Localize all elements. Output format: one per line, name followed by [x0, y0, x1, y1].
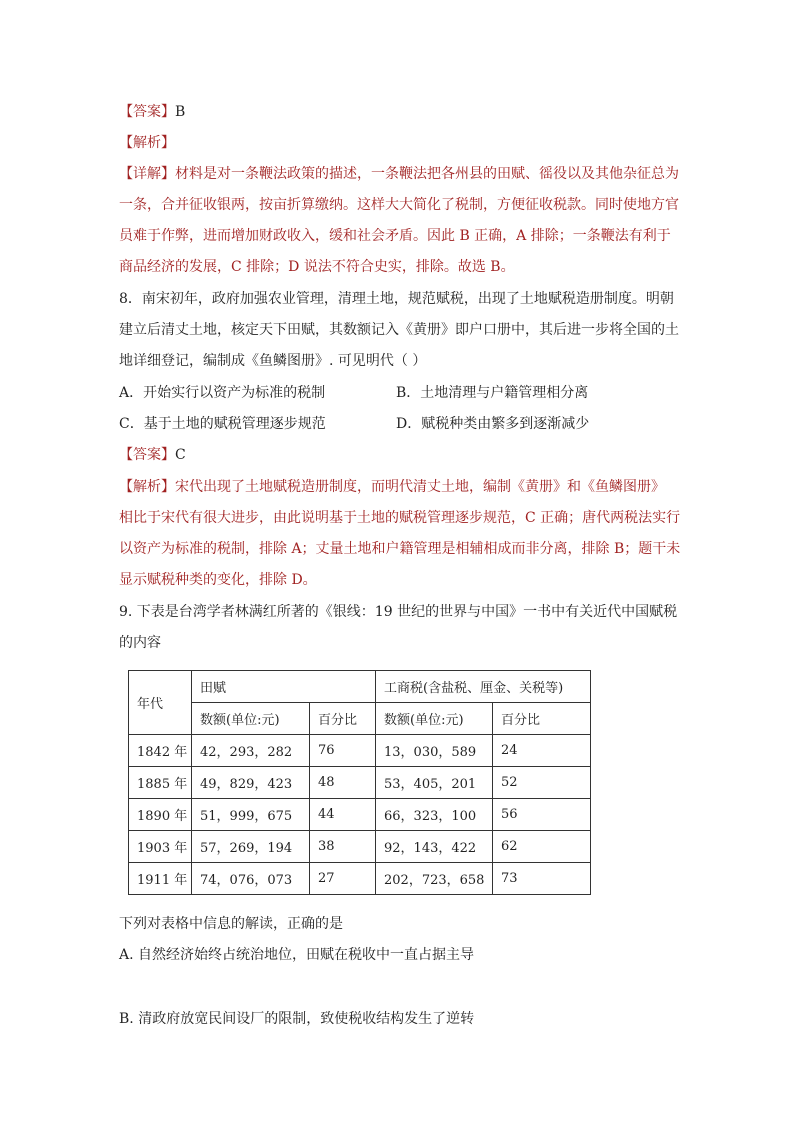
detail-text: 材料是对一条鞭法政策的描述，一条鞭法把各州县的田赋、徭役以及其他杂征总为 — [175, 166, 679, 182]
land-amount-cell: 49，829，423 — [192, 767, 310, 799]
q7-detail-line-4: 商品经济的发展，C 排除；D 说法不符合史实，排除。故选 B。 — [119, 259, 515, 275]
table-row — [129, 831, 591, 863]
table-row — [129, 863, 591, 895]
q9-stem-line-2: 的内容 — [119, 635, 161, 651]
q9-stem-line-1: 9. 下表是台湾学者林满红所著的《银线：19 世纪的世界与中国》一书中有关近代中国赋税 — [119, 604, 678, 620]
year-cell: 1903 年 — [129, 831, 192, 863]
year-header: 年代 — [129, 671, 192, 735]
commerce-amount-header: 数额(单位:元) — [376, 703, 493, 735]
year-cell: 1890 年 — [129, 799, 192, 831]
commerce-percent-cell: 73 — [493, 863, 591, 895]
table-row — [129, 767, 591, 799]
land-percent-header: 百分比 — [310, 703, 376, 735]
commerce-percent-cell: 62 — [493, 831, 591, 863]
detail-label: 【详解】 — [119, 166, 175, 182]
year-cell: 1885 年 — [129, 767, 192, 799]
land-amount-cell: 51，999，675 — [192, 799, 310, 831]
q8-option-c: C．基于土地的赋税管理逐步规范 — [119, 416, 326, 432]
land-percent-cell: 27 — [310, 863, 376, 895]
q8-analysis-line-4: 显示赋税种类的变化，排除 D。 — [119, 572, 317, 588]
commerce-percent-header: 百分比 — [493, 703, 591, 735]
land-percent-cell: 38 — [310, 831, 376, 863]
q8-option-b: B．土地清理与户籍管理相分离 — [396, 385, 589, 401]
analysis-text: 宋代出现了土地赋税造册制度，而明代清丈土地，编制《黄册》和《鱼鳞图册》 — [175, 479, 665, 495]
land-amount-cell: 42，293，282 — [192, 735, 310, 767]
commerce-tax-header: 工商税(含盐税、厘金、关税等) — [376, 671, 591, 703]
commerce-amount-cell: 202，723，658 — [376, 863, 493, 895]
q7-detail-line-3: 员难于作弊，进而增加财政收入，缓和社会矛盾。因此 B 正确，A 排除；一条鞭法有利于 — [119, 228, 671, 244]
answer-value: C — [175, 447, 186, 463]
q7-answer — [119, 102, 185, 122]
table-row — [129, 735, 591, 767]
q8-option-a: A．开始实行以资产为标准的税制 — [119, 385, 326, 401]
land-amount-header: 数额(单位:元) — [192, 703, 310, 735]
land-percent-cell: 48 — [310, 767, 376, 799]
q8-analysis-line-1 — [119, 477, 665, 497]
tax-table — [128, 670, 591, 895]
answer-value: B — [175, 104, 186, 120]
q8-option-d: D．赋税种类由繁多到逐渐减少 — [396, 416, 590, 432]
q8-stem-line-1: 8．南宋初年，政府加强农业管理，清理土地，规范赋税，出现了土地赋税造册制度。明朝 — [119, 291, 674, 307]
table-row — [129, 799, 591, 831]
q8-analysis-line-2: 相比于宋代有很大进步，由此说明基于土地的赋税管理逐步规范，C 正确；唐代两税法实行 — [119, 510, 681, 526]
commerce-percent-cell: 52 — [493, 767, 591, 799]
year-cell: 1911 年 — [129, 863, 192, 895]
q8-stem-line-3: 地详细登记，编制成《鱼鳞图册》. 可见明代（ ） — [119, 353, 427, 369]
analysis-label: 【解析】 — [119, 479, 175, 495]
q7-detail-line-1 — [119, 164, 679, 184]
commerce-amount-cell: 92，143，422 — [376, 831, 493, 863]
commerce-amount-cell: 13，030，589 — [376, 735, 493, 767]
q9-option-b: B. 清政府放宽民间设厂的限制，致使税收结构发生了逆转 — [119, 1011, 475, 1027]
q7-analysis-label: 【解析】 — [119, 135, 175, 151]
q9-option-a: A. 自然经济始终占统治地位，田赋在税收中一直占据主导 — [119, 947, 475, 963]
answer-label: 【答案】 — [119, 447, 175, 463]
q7-detail-line-2: 一条，合并征收银两，按亩折算缴纳。这样大大简化了税制，方便征收税款。同时使地方官 — [119, 197, 679, 213]
commerce-percent-cell: 56 — [493, 799, 591, 831]
commerce-amount-cell: 53，405，201 — [376, 767, 493, 799]
year-cell: 1842 年 — [129, 735, 192, 767]
land-amount-cell: 57，269，194 — [192, 831, 310, 863]
answer-label: 【答案】 — [119, 104, 175, 120]
land-amount-cell: 74，076，073 — [192, 863, 310, 895]
q8-stem-line-2: 建立后清丈土地，核定天下田赋，其数额记入《黄册》即户口册中，其后进一步将全国的土 — [119, 322, 679, 338]
commerce-percent-cell: 24 — [493, 735, 591, 767]
land-percent-cell: 76 — [310, 735, 376, 767]
land-tax-header: 田赋 — [192, 671, 376, 703]
q9-prompt: 下列对表格中信息的解读，正确的是 — [119, 916, 343, 932]
q8-answer — [119, 445, 186, 465]
q8-analysis-line-3: 以资产为标准的税制，排除 A；丈量土地和户籍管理是相辅相成而非分离，排除 B；题干未 — [119, 541, 681, 557]
land-percent-cell: 44 — [310, 799, 376, 831]
commerce-amount-cell: 66，323，100 — [376, 799, 493, 831]
